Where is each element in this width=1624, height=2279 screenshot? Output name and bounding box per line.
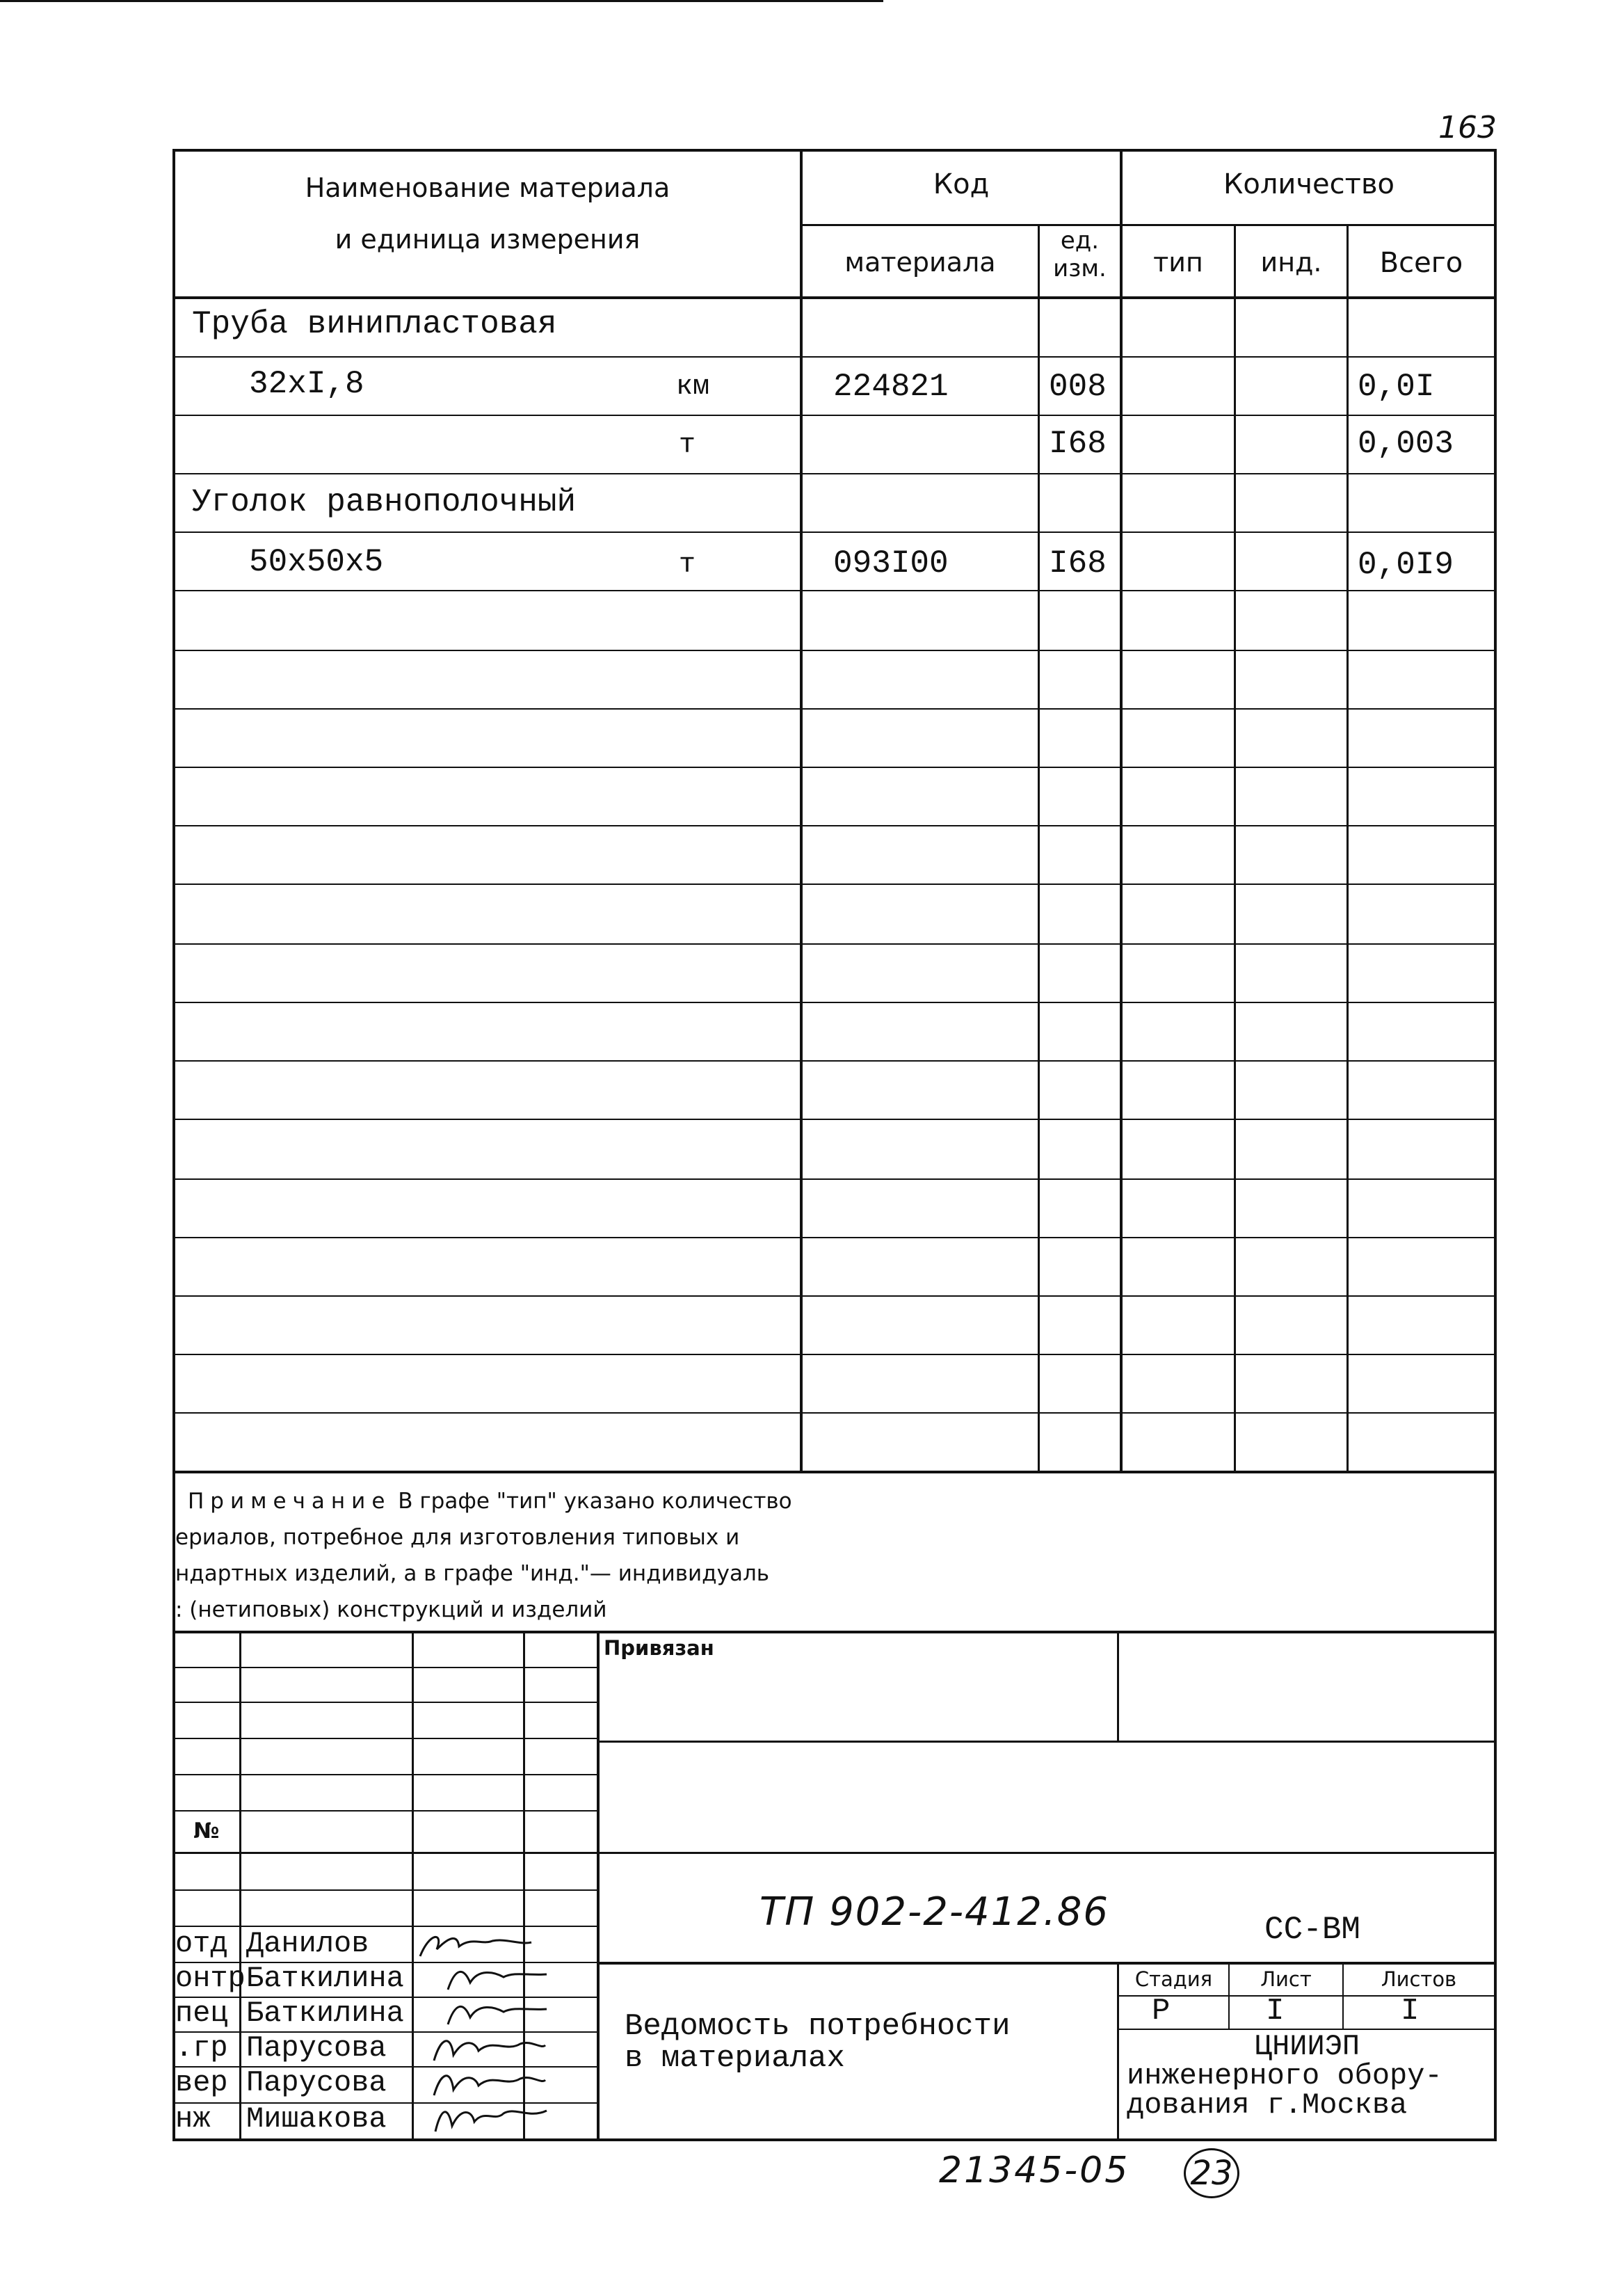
- stage-label: Стадия: [1134, 1967, 1213, 1991]
- header-col-ind: инд.: [1260, 247, 1322, 278]
- row-total: 0,0I: [1358, 369, 1435, 405]
- organization-line1: ЦНИИЭП: [1254, 2030, 1360, 2063]
- signature-role: онтр: [175, 1962, 246, 1995]
- note-line2: ериалов, потребное для изготовления типовых и: [175, 1525, 740, 1550]
- organization-line2: инженерного обору-: [1127, 2059, 1442, 2093]
- row-name: Труба винипластовая: [192, 306, 557, 342]
- signature-name: Баткилина: [246, 1962, 404, 1995]
- row-total: 0,0I9: [1358, 547, 1454, 583]
- row-total: 0,003: [1358, 426, 1454, 462]
- signature-name: Парусова: [246, 2066, 387, 2100]
- header-qty-group: Количество: [1223, 168, 1394, 200]
- signature-role: пец: [175, 1997, 228, 2030]
- sheets-value: I: [1401, 1994, 1420, 2029]
- document-title-line2: в материалах: [625, 2041, 845, 2076]
- row-name: 50x50x5: [249, 544, 384, 580]
- number-label: №: [193, 1818, 220, 1844]
- header-col-total: Всего: [1379, 247, 1463, 279]
- signature-role: вер: [175, 2066, 228, 2100]
- corner-page-number: 163: [1438, 110, 1497, 145]
- signature-name: Парусова: [246, 2031, 387, 2065]
- header-name-line2: и единица измерения: [335, 224, 641, 255]
- signature-scribble: [445, 1962, 549, 1995]
- header-col-unit-code-1: ед.: [1060, 227, 1100, 255]
- signature-scribble: [431, 2101, 549, 2137]
- note-line1: [188, 1489, 792, 1514]
- header-name-line1: Наименование материала: [305, 173, 670, 203]
- row-name: 32xI,8: [249, 366, 364, 402]
- note-text: В графе "тип" указано количество: [398, 1489, 792, 1514]
- row-unit: т: [679, 430, 696, 461]
- note-line3: ндартных изделий, а в графе "инд."— индивидуаль: [175, 1561, 770, 1586]
- note-label: Примечание: [188, 1489, 392, 1514]
- row-name: Уголок равнополочный: [192, 484, 577, 520]
- signature-scribble: [430, 2031, 548, 2065]
- row-unit-code: 008: [1049, 369, 1107, 405]
- header-col-type: тип: [1153, 247, 1203, 278]
- signature-role: отд: [175, 1927, 228, 1960]
- row-unit: т: [679, 550, 696, 581]
- signature-scribble: [445, 1997, 549, 2030]
- signature-name: Мишакова: [246, 2102, 387, 2136]
- document-mark: СС-ВМ: [1264, 1912, 1361, 1948]
- signature-role: нж: [175, 2102, 211, 2136]
- row-code: 093I00: [833, 545, 949, 582]
- stage-value: Р: [1152, 1994, 1171, 2029]
- row-unit-code: I68: [1049, 426, 1107, 462]
- row-unit: км: [676, 371, 710, 403]
- header-col-unit-code-2: изм.: [1053, 255, 1107, 282]
- note-line4: : (нетиповых) конструкций и изделий: [175, 1597, 607, 1622]
- signature-name: Баткилина: [246, 1997, 404, 2030]
- signature-scribble: [416, 1928, 534, 1962]
- scan-edge-line: [0, 0, 883, 2]
- signature-scribble: [430, 2066, 548, 2100]
- document-title-line1: Ведомость потребности: [625, 2009, 1011, 2044]
- signature-role: .гр: [175, 2031, 228, 2065]
- signature-name: Данилов: [246, 1927, 369, 1960]
- row-unit-code: I68: [1049, 545, 1107, 582]
- document-code: ТП 902-2-412.86: [759, 1889, 1109, 1935]
- header-col-material-code: материала: [844, 247, 996, 278]
- bottom-number: 21345-05: [939, 2150, 1130, 2191]
- bottom-circled-number: 23: [1184, 2148, 1239, 2198]
- organization-line3: дования г.Москва: [1127, 2088, 1408, 2122]
- row-code: 224821: [833, 369, 949, 405]
- sheets-label: Листов: [1381, 1967, 1457, 1991]
- sheet-value: I: [1266, 1994, 1285, 2029]
- sheet-label: Лист: [1260, 1967, 1312, 1991]
- header-code-group: Код: [933, 168, 990, 200]
- privyazan-label: Привязан: [604, 1636, 714, 1660]
